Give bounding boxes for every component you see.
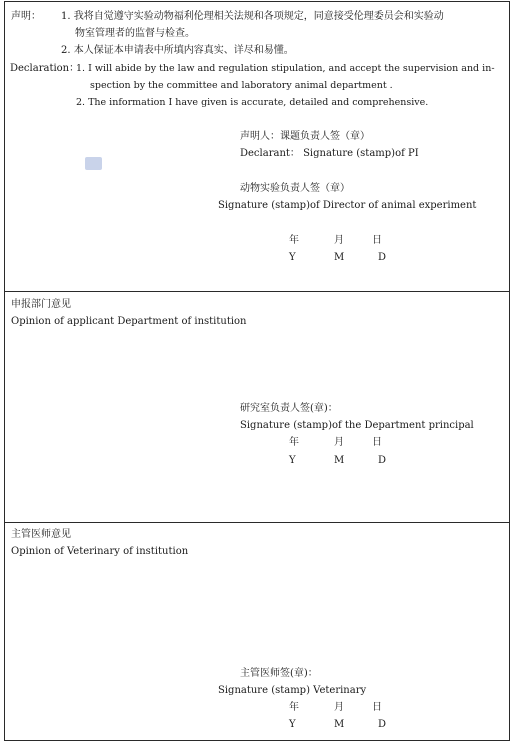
vet-date-day-en: D (378, 719, 387, 730)
veterinary-signature-cn: 主管医师签(章)： (240, 668, 318, 679)
dept-date-month-cn: 月 (334, 437, 344, 448)
date-day-en: D (378, 252, 387, 263)
vet-date-year-cn: 年 (289, 702, 299, 713)
vet-date-month-en: M (334, 719, 345, 730)
date-month-en: M (334, 252, 345, 263)
date-month-cn: 月 (334, 235, 344, 246)
declaration-item2-cn: 2. 本人保证本申请表中所填内容真实、详尽和易懂。 (61, 45, 294, 56)
director-signature-en: Signature (stamp)of Director of animal experiment (218, 200, 477, 211)
dept-date-day-en: D (378, 455, 387, 466)
dept-date-month-en: M (334, 455, 345, 466)
department-title-cn: 申报部门意见 (11, 299, 71, 310)
vet-date-day-cn: 日 (372, 702, 382, 713)
director-signature-cn: 动物实验负责人签（章） (240, 183, 350, 194)
section-divider-1 (4, 291, 510, 292)
dept-date-year-en: Y (289, 455, 296, 466)
declaration-item1-en-line2: spection by the committee and laboratory animal department . (90, 80, 393, 91)
department-title-en: Opinion of applicant Department of institution (11, 316, 247, 327)
dept-date-year-cn: 年 (289, 437, 299, 448)
date-day-cn: 日 (372, 235, 382, 246)
section-divider-2 (4, 522, 510, 523)
veterinary-title-cn: 主管医师意见 (11, 529, 71, 540)
declaration-item1-cn-line1: 1. 我将自觉遵守实验动物福利伦理相关法规和各项规定，同意接受伦理委员会和实验动 (61, 11, 444, 22)
vet-date-year-en: Y (289, 719, 296, 730)
declaration-label-en: Declaration： (10, 63, 80, 74)
pi-signature-en: Declarant： Signature (stamp)of PI (240, 148, 419, 159)
vet-date-month-cn: 月 (334, 702, 344, 713)
date-year-en: Y (289, 252, 296, 263)
watermark-logo-icon (85, 157, 102, 170)
department-signature-en: Signature (stamp)of the Department principal (240, 420, 474, 431)
dept-date-day-cn: 日 (372, 437, 382, 448)
veterinary-title-en: Opinion of Veterinary of institution (11, 546, 189, 557)
declaration-item2-en: 2. The information I have given is accurate, detailed and comprehensive. (76, 97, 429, 108)
declaration-item1-cn-line2: 物室管理者的监督与检查。 (75, 28, 195, 39)
date-year-cn: 年 (289, 235, 299, 246)
declaration-label-cn: 声明： (11, 11, 41, 22)
form-frame (4, 1, 510, 741)
department-signature-cn: 研究室负责人签(章)： (240, 403, 338, 414)
pi-signature-cn: 声明人：课题负责人签（章） (240, 131, 370, 142)
declaration-item1-en-line1: 1. I will abide by the law and regulation stipulation, and accept the supervision and in- (76, 63, 495, 74)
veterinary-signature-en: Signature (stamp) Veterinary (218, 685, 367, 696)
